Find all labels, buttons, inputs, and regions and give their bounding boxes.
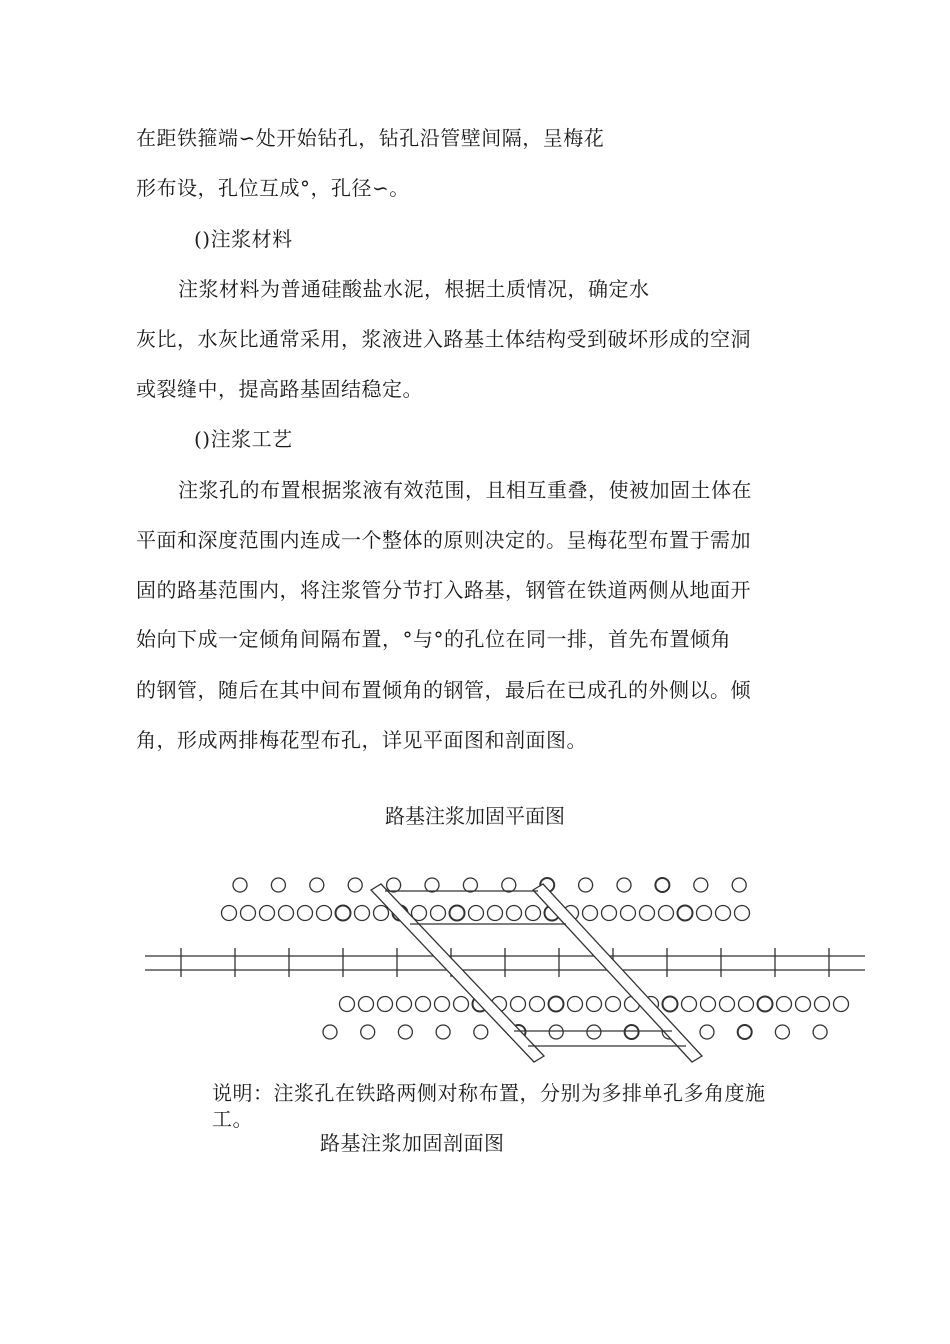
grout-hole — [463, 878, 477, 892]
grout-pipes — [371, 884, 702, 1062]
grout-hole — [435, 997, 450, 1012]
grout-hole — [777, 997, 792, 1012]
grout-hole — [361, 1025, 375, 1039]
grout-hole — [587, 1025, 601, 1039]
grout-hole — [663, 997, 678, 1012]
grout-hole — [775, 1025, 789, 1039]
grout-hole — [796, 997, 811, 1012]
grout-hole — [454, 997, 469, 1012]
grout-hole — [739, 997, 754, 1012]
grout-hole — [758, 997, 773, 1012]
grout-hole — [260, 906, 275, 921]
grout-hole — [659, 906, 674, 921]
grout-hole — [640, 906, 655, 921]
grout-hole — [298, 906, 313, 921]
grout-hole — [697, 906, 712, 921]
grout-hole — [511, 997, 526, 1012]
grout-hole — [549, 1025, 563, 1039]
grout-hole — [526, 906, 541, 921]
grout-hole — [416, 997, 431, 1012]
grout-hole — [425, 878, 439, 892]
grout-hole — [694, 878, 708, 892]
paragraph-line: 平面和深度范围内连成一个整体的原则决定的。呈梅花型布置于需加 — [136, 528, 751, 552]
grout-hole — [701, 997, 716, 1012]
grout-hole — [436, 1025, 450, 1039]
grout-hole — [317, 906, 332, 921]
grout-hole — [488, 906, 503, 921]
grouting-plan-diagram — [0, 860, 950, 1070]
grout-hole — [378, 997, 393, 1012]
grout-hole — [549, 997, 564, 1012]
grout-hole — [583, 906, 598, 921]
paragraph-line: 的钢管，随后在其中间布置倾角的钢管，最后在已成孔的外侧以。倾 — [136, 678, 751, 702]
grout-hole — [397, 997, 412, 1012]
section-heading-material: ()注浆材料 — [194, 227, 293, 251]
grout-hole — [233, 878, 247, 892]
grout-hole — [579, 878, 593, 892]
grout-hole — [387, 878, 401, 892]
paragraph-line: 形布设，孔位互成°，孔径∽。 — [136, 176, 410, 200]
paragraph-line: 注浆孔的布置根据浆液有效范围，且相互重叠，使被加固土体在 — [178, 478, 752, 502]
grout-hole — [340, 997, 355, 1012]
figure-note: 说明：注浆孔在铁路两侧对称布置，分别为多排单孔多角度施 — [212, 1081, 766, 1105]
grout-hole — [834, 997, 849, 1012]
grout-hole — [738, 1025, 752, 1039]
paragraph-line: 或裂缝中，提高路基固结稳定。 — [136, 377, 423, 401]
grout-hole — [655, 878, 669, 892]
grout-hole — [271, 878, 285, 892]
grout-hole — [222, 906, 237, 921]
grout-holes — [222, 878, 849, 1039]
grout-hole — [507, 906, 522, 921]
grout-hole — [815, 997, 830, 1012]
grout-hole — [450, 906, 465, 921]
grout-hole — [469, 906, 484, 921]
grout-hole — [617, 878, 631, 892]
grout-hole — [279, 906, 294, 921]
grout-hole — [625, 1025, 639, 1039]
grout-hole — [700, 1025, 714, 1039]
grout-hole — [474, 1025, 488, 1039]
grout-hole — [310, 878, 324, 892]
grout-hole — [355, 906, 370, 921]
grout-hole — [621, 906, 636, 921]
paragraph-line: 注浆材料为普通硅酸盐水泥，根据土质情况，确定水 — [178, 277, 650, 301]
grout-hole — [682, 997, 697, 1012]
grout-hole — [568, 997, 583, 1012]
paragraph-line: 在距铁箍端∽处开始钻孔，钻孔沿管壁间隔，呈梅花 — [136, 126, 605, 150]
paragraph-line: 角，形成两排梅花型布孔，详见平面图和剖面图。 — [136, 728, 587, 752]
grout-hole — [359, 997, 374, 1012]
grout-hole — [732, 878, 746, 892]
grout-hole — [502, 878, 516, 892]
grout-hole — [587, 997, 602, 1012]
plan-figure-title: 路基注浆加固平面图 — [385, 804, 565, 828]
grout-hole — [336, 906, 351, 921]
grout-hole — [431, 906, 446, 921]
grout-hole — [602, 906, 617, 921]
paragraph-line: 固的路基范围内，将注浆管分节打入路基，钢管在铁道两侧从地面开 — [136, 578, 751, 602]
railway-ties — [181, 948, 829, 977]
grout-hole — [720, 997, 735, 1012]
paragraph-line: 灰比，水灰比通常采用，浆液进入路基土体结构受到破坏形成的空洞 — [136, 327, 751, 351]
grout-hole — [323, 1025, 337, 1039]
grout-hole — [606, 997, 621, 1012]
figure-note: 工。 — [212, 1107, 253, 1131]
grout-hole — [398, 1025, 412, 1039]
grout-hole — [241, 906, 256, 921]
paragraph-line: 始向下成一定倾角间隔布置，°与°的孔位在同一排，首先布置倾角 — [136, 627, 731, 651]
grout-hole — [813, 1025, 827, 1039]
grout-hole — [348, 878, 362, 892]
grout-hole — [374, 906, 389, 921]
grout-hole — [678, 906, 693, 921]
grout-hole — [735, 906, 750, 921]
grout-hole — [530, 997, 545, 1012]
grout-hole — [716, 906, 731, 921]
section-heading-process: ()注浆工艺 — [194, 427, 293, 451]
section-figure-title: 路基注浆加固剖面图 — [320, 1131, 505, 1155]
